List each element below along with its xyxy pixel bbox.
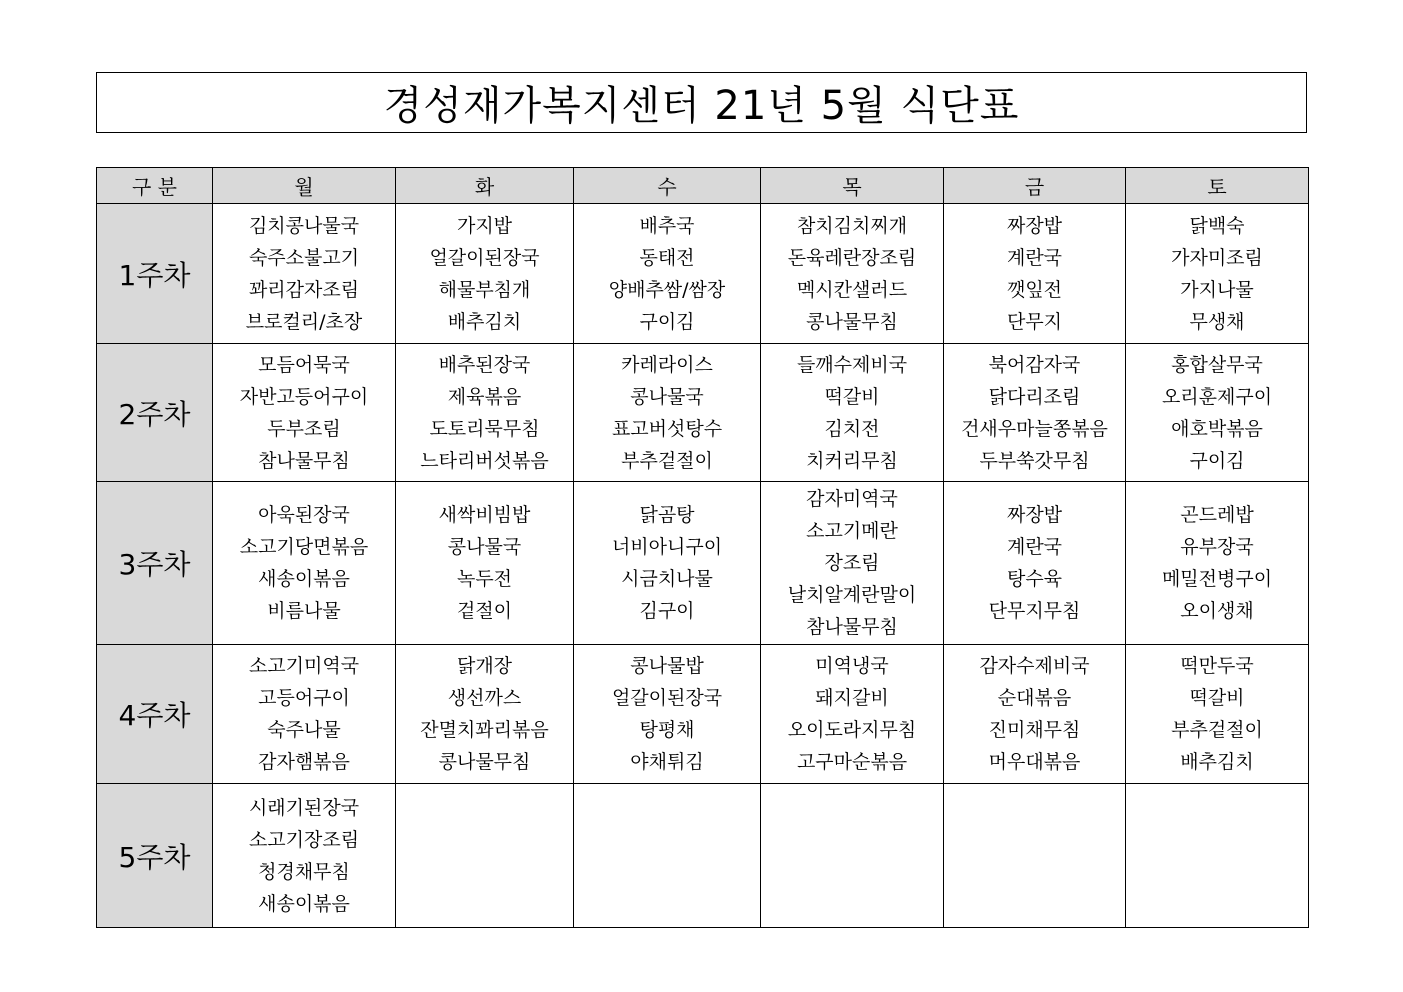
menu-item: 장조림 (824, 552, 880, 574)
menu-item: 순대볶음 (997, 687, 1072, 709)
menu-item: 미역냉국 (815, 655, 889, 677)
menu-item: 머우대볶음 (988, 751, 1081, 773)
menu-item: 진미채무침 (988, 719, 1081, 741)
menu-cell (1126, 344, 1309, 482)
menu-item: 숙주소불고기 (248, 246, 360, 269)
menu-item: 브로컬리/초장 (245, 310, 363, 333)
menu-item: 참나물무침 (258, 449, 350, 472)
menu-item: 얼갈이된장국 (429, 246, 540, 269)
menu-item: 소고기미역국 (248, 655, 360, 677)
table-row (97, 204, 1309, 344)
menu-item: 해물부침개 (438, 278, 531, 301)
week-label: 5주차 (97, 784, 213, 928)
week-label: 4주차 (97, 645, 213, 784)
header-day-mon: 월 (213, 168, 396, 204)
table-row (97, 344, 1309, 482)
menu-item: 닭개장 (456, 655, 513, 677)
menu-item: 카레라이스 (621, 353, 713, 376)
menu-item: 애호박볶음 (1171, 417, 1263, 440)
menu-cell (761, 482, 944, 645)
menu-cell (574, 784, 761, 928)
header-label: 구 분 (97, 168, 213, 204)
menu-item: 모듬어묵국 (258, 353, 350, 376)
menu-item: 단무지무침 (988, 600, 1081, 622)
menu-item: 자반고등어구이 (239, 385, 369, 408)
menu-item: 깻잎전 (1006, 278, 1063, 301)
menu-item: 시래기된장국 (248, 796, 360, 819)
menu-item: 건새우마늘쫑볶음 (961, 417, 1108, 440)
header-day-tue: 화 (396, 168, 574, 204)
menu-cell (761, 204, 944, 344)
header-day-thu: 목 (761, 168, 944, 204)
menu-item: 꽈리감자조림 (248, 278, 360, 301)
week-label: 3주차 (97, 482, 213, 645)
menu-item: 떡갈비 (1189, 687, 1245, 709)
menu-item: 소고기메란 (806, 520, 898, 542)
menu-cell (944, 344, 1126, 482)
menu-item: 가자미조림 (1171, 246, 1263, 269)
menu-item: 제육볶음 (447, 385, 522, 408)
menu-item: 표고버섯탕수 (611, 417, 723, 440)
menu-item: 홍합살무국 (1171, 353, 1263, 376)
menu-item: 참나물무침 (806, 616, 898, 638)
menu-item: 녹두전 (456, 568, 513, 590)
menu-item: 구이김 (1189, 449, 1245, 472)
menu-cell (574, 344, 761, 482)
menu-item: 김치콩나물국 (248, 214, 360, 237)
menu-cell (944, 784, 1126, 928)
menu-item: 새송이볶음 (258, 568, 350, 590)
menu-item: 감자미역국 (806, 488, 898, 510)
menu-item: 부추겉절이 (1171, 719, 1263, 741)
menu-item: 떡만두국 (1180, 655, 1254, 677)
menu-item: 콩나물무침 (438, 751, 531, 773)
menu-item: 숙주나물 (267, 719, 341, 741)
menu-item: 배추김치 (447, 310, 522, 333)
menu-item: 떡갈비 (824, 385, 880, 408)
menu-item: 유부장국 (1180, 536, 1254, 558)
menu-cell (944, 204, 1126, 344)
menu-item: 고등어구이 (258, 687, 350, 709)
menu-item: 배추국 (639, 214, 695, 237)
table-row (97, 482, 1309, 645)
menu-item: 동태전 (639, 246, 695, 269)
menu-cell (1126, 482, 1309, 645)
menu-item: 닭다리조림 (988, 385, 1081, 408)
menu-item: 닭곰탕 (639, 504, 695, 526)
menu-item: 김구이 (639, 600, 695, 622)
menu-item: 멕시칸샐러드 (796, 278, 908, 301)
menu-item: 탕평채 (639, 719, 695, 741)
week-label: 2주차 (97, 344, 213, 482)
menu-item: 무생채 (1189, 310, 1245, 333)
menu-item: 들깨수제비국 (796, 353, 908, 376)
page-title: 경성재가복지센터 21년 5월 식단표 (383, 83, 1020, 129)
menu-item: 콩나물국 (630, 385, 704, 408)
menu-item: 두부조림 (267, 417, 341, 440)
menu-item: 참치김치찌개 (796, 214, 908, 237)
menu-item: 청경채무침 (258, 860, 350, 883)
menu-item: 감자수제비국 (979, 655, 1090, 677)
menu-cell (396, 645, 574, 784)
menu-cell (574, 645, 761, 784)
menu-item: 너비아니구이 (611, 536, 723, 558)
title-box (96, 72, 1307, 133)
menu-cell (213, 645, 396, 784)
menu-item: 도토리묵무침 (429, 417, 540, 440)
menu-cell (944, 645, 1126, 784)
menu-item: 콩나물무침 (806, 310, 898, 333)
menu-item: 구이김 (639, 310, 695, 333)
menu-item: 계란국 (1006, 246, 1063, 269)
menu-item: 계란국 (1006, 536, 1063, 558)
menu-item: 잔멸치꽈리볶음 (420, 719, 549, 741)
menu-item: 생선까스 (447, 687, 522, 709)
menu-item: 짜장밥 (1006, 214, 1063, 237)
menu-item: 가지나물 (1180, 278, 1254, 301)
menu-cell (1126, 645, 1309, 784)
menu-cell (574, 482, 761, 645)
menu-cell (574, 204, 761, 344)
header-day-fri: 금 (944, 168, 1126, 204)
menu-cell (761, 784, 944, 928)
menu-cell (213, 344, 396, 482)
menu-item: 부추겉절이 (621, 449, 713, 472)
table-row (97, 784, 1309, 928)
menu-item: 북어감자국 (988, 353, 1081, 376)
menu-item: 양배추쌈/쌈장 (608, 278, 726, 301)
menu-item: 가지밥 (456, 214, 513, 237)
menu-item: 야채튀김 (630, 751, 704, 773)
menu-item: 곤드레밥 (1180, 504, 1254, 526)
menu-cell (1126, 204, 1309, 344)
menu-item: 콩나물밥 (630, 655, 704, 677)
menu-item: 날치알계란말이 (787, 584, 917, 606)
menu-item: 메밀전병구이 (1161, 568, 1273, 590)
menu-item: 얼갈이된장국 (611, 687, 723, 709)
header-day-sat: 토 (1126, 168, 1309, 204)
menu-item: 오이생채 (1180, 600, 1254, 622)
menu-item: 고구마순볶음 (796, 751, 908, 773)
week-label: 1주차 (97, 204, 213, 344)
menu-item: 겉절이 (456, 600, 513, 622)
menu-cell (1126, 784, 1309, 928)
header-day-wed: 수 (574, 168, 761, 204)
menu-item: 배추된장국 (438, 353, 531, 376)
menu-cell (944, 482, 1126, 645)
menu-item: 치커리무침 (806, 449, 898, 472)
menu-item: 느타리버섯볶음 (420, 449, 549, 472)
meal-plan-table (96, 167, 1309, 928)
menu-item: 돼지갈비 (815, 687, 889, 709)
menu-item: 탕수육 (1006, 568, 1063, 590)
menu-cell (213, 482, 396, 645)
menu-cell (213, 784, 396, 928)
menu-item: 김치전 (824, 417, 880, 440)
menu-item: 오이도라지무침 (787, 719, 917, 741)
menu-cell (396, 344, 574, 482)
menu-item: 새송이볶음 (258, 892, 350, 915)
menu-cell (761, 645, 944, 784)
menu-cell (396, 204, 574, 344)
table-row (97, 645, 1309, 784)
menu-item: 배추김치 (1180, 751, 1254, 773)
menu-cell (761, 344, 944, 482)
menu-item: 새싹비빔밥 (438, 504, 531, 526)
menu-cell (213, 204, 396, 344)
menu-item: 감자햄볶음 (258, 751, 350, 773)
menu-cell (396, 482, 574, 645)
menu-item: 콩나물국 (447, 536, 522, 558)
menu-item: 두부쑥갓무침 (979, 449, 1090, 472)
menu-item: 소고기장조림 (248, 828, 360, 851)
menu-item: 닭백숙 (1189, 214, 1245, 237)
menu-item: 돈육레란장조림 (787, 246, 917, 269)
menu-item: 비름나물 (267, 600, 341, 622)
menu-item: 짜장밥 (1006, 504, 1063, 526)
menu-item: 소고기당면볶음 (239, 536, 369, 558)
menu-cell (396, 784, 574, 928)
menu-item: 오리훈제구이 (1161, 385, 1273, 408)
menu-item: 단무지 (1006, 310, 1063, 333)
menu-item: 시금치나물 (621, 568, 713, 590)
header-row (97, 168, 1309, 204)
menu-item: 아욱된장국 (258, 504, 350, 526)
